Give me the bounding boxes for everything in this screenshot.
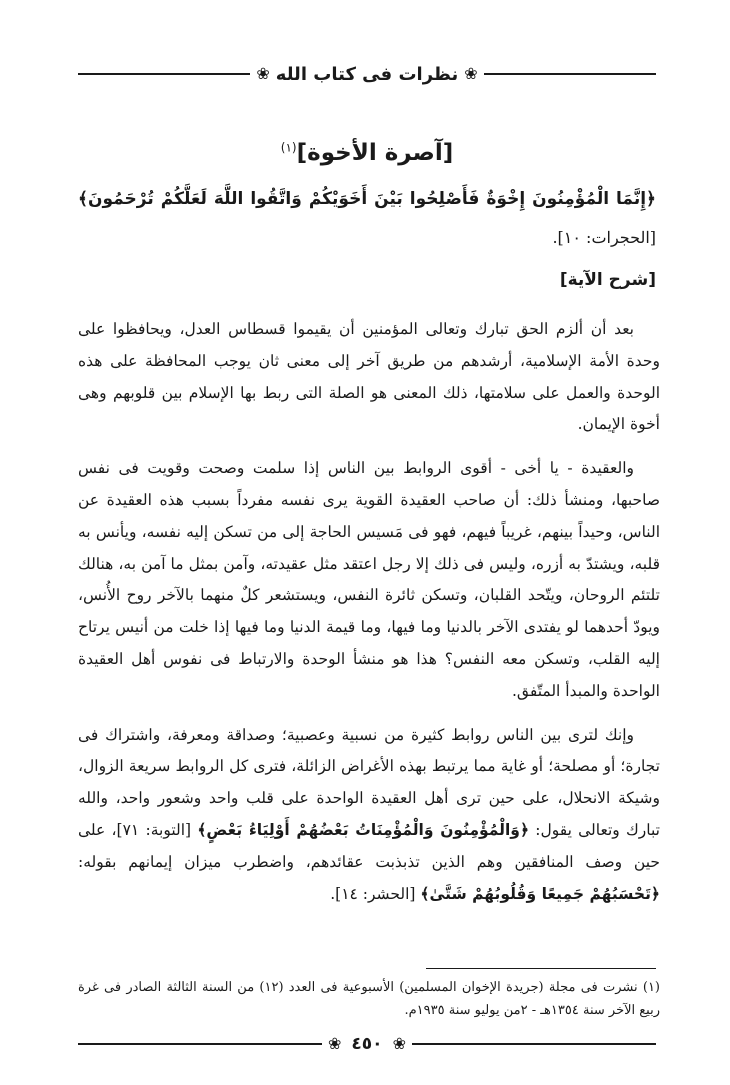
header-rule-left <box>78 73 250 75</box>
flower-ornament-icon: ❀ <box>328 1034 342 1053</box>
quran-quote: ﴿وَالْمُؤْمِنُونَ وَالْمُؤْمِنَاتُ بَعْضُهُمْ أَوْلِيَاءُ بَعْضٍ﴾ <box>197 820 530 839</box>
header-rule-right <box>484 73 656 75</box>
quran-quote: ﴿تَحْسَبُهُمْ جَمِيعًا وَقُلُوبُهُمْ شَتَّىٰ﴾ <box>420 884 660 903</box>
verse-reference: [الحجرات: ١٠]. <box>552 228 656 247</box>
flower-ornament-icon: ❀ <box>464 64 478 83</box>
chapter-title <box>78 140 656 166</box>
page-number: ٤٥٠ <box>351 1034 383 1054</box>
footer-rule-left <box>78 1043 322 1045</box>
quote-reference: [الحشر: ١٤]. <box>330 884 416 903</box>
chapter-title-text: [آصرة الأخوة] <box>296 140 454 166</box>
paragraph-text: وإنك لترى بين الناس روابط كثيرة من نسبية وعصبية؛ وصداقة ومعرفة، واشتراك فى تجارة؛ أو مصلحة؛ أو غاية مما يرتبط بهذه الأغراض الزائلة، فترى كل الروابط سريعة الزوال، وشيكة الانحلال، على حين ترى أهل العقيدة الواحدة على قلب واحد وشعور واحد، والله تبارك وتعالى يقول: <box>78 725 660 839</box>
paragraph-text: على حين وصف المنافقين وهم الذين تذبذبت عقائدهم، واضطرب ميزان إيمانهم بقوله: <box>78 820 660 871</box>
paragraph: بعد أن ألزم الحق تبارك وتعالى المؤمنين أن يقيموا قسطاس العدل، ويحافظوا على وحدة الأمة الإسلامية، أرشدهم من طريق آخر إلى معنى ثان يوجب المحافظة على هذه الوحدة والعمل على سلامتها، ذلك المعنى هو الصلة التى ربط بها الإسلام بين قلوبهم وهى أخوة الإيمان. <box>78 320 660 434</box>
body-text <box>78 314 660 922</box>
footnote: (١) نشرت فى مجلة (جريدة الإخوان المسلمين) الأسبوعية فى العدد (١٢) من السنة الثالثة الصادر فى غرة ربيع الآخر سنة ١٣٥٤هـ - ٢من يوليو سنة ١٩٣٥م. <box>78 980 660 1018</box>
running-footer <box>78 1032 656 1056</box>
paragraph: والعقيدة - يا أخى - أقوى الروابط بين الناس إذا سلمت وصحت وقويت فى نفس صاحبها، ومنشأ ذلك: أن صاحب العقيدة القوية يرى نفسه مفرداً بسبب هذه العقيدة عن الناس، وحيداً بينهم، غريباً فيهم، فهو فى مَسيس الحاجة إلى من تسكن إليه نفسه، ويأنس به قلبه، ويشتدّ به أزره، وليس فى ذلك إلا رجل اعتقد مثل عقيدته، وآمن بمثل ما آمن به، هنالك تلتئم الروحان، ويتّحد القلبان، وتسكن ثائرة النفس، ويستشعر كلٌ منهما بالآخر روح الأُنس، ويودّ أحدهما لو يفتدى الآخر بالدنيا وما فيها، وما قيمة الدنيا وما فيها إذا خلت من أنيس يرتاح إليه القلب، وتسكن معه النفس؟ هذا هو منشأ الوحدة والارتباط فى نفوس أهل العقيدة الواحدة والمبدأ المتّفق. <box>78 459 660 700</box>
running-header-title: نظرات فى كتاب الله <box>275 63 459 85</box>
flower-ornament-icon: ❀ <box>392 1034 406 1053</box>
paragraph <box>78 720 660 911</box>
quote-reference: [التوبة: ٧١]، <box>111 820 192 839</box>
running-header <box>78 62 656 86</box>
quran-verse: ﴿إِنَّمَا الْمُؤْمِنُونَ إِخْوَةٌ فَأَصْلِحُوا بَيْنَ أَخَوَيْكُمْ وَاتَّقُوا اللَّهَ لَعَلَّكُمْ تُرْحَمُونَ﴾ <box>78 189 656 209</box>
footnote-rule <box>426 968 656 969</box>
flower-ornament-icon: ❀ <box>256 64 270 83</box>
section-heading: [شرح الآية] <box>559 270 656 290</box>
footer-rule-right <box>412 1043 656 1045</box>
footnote-marker: (١) <box>280 140 297 155</box>
